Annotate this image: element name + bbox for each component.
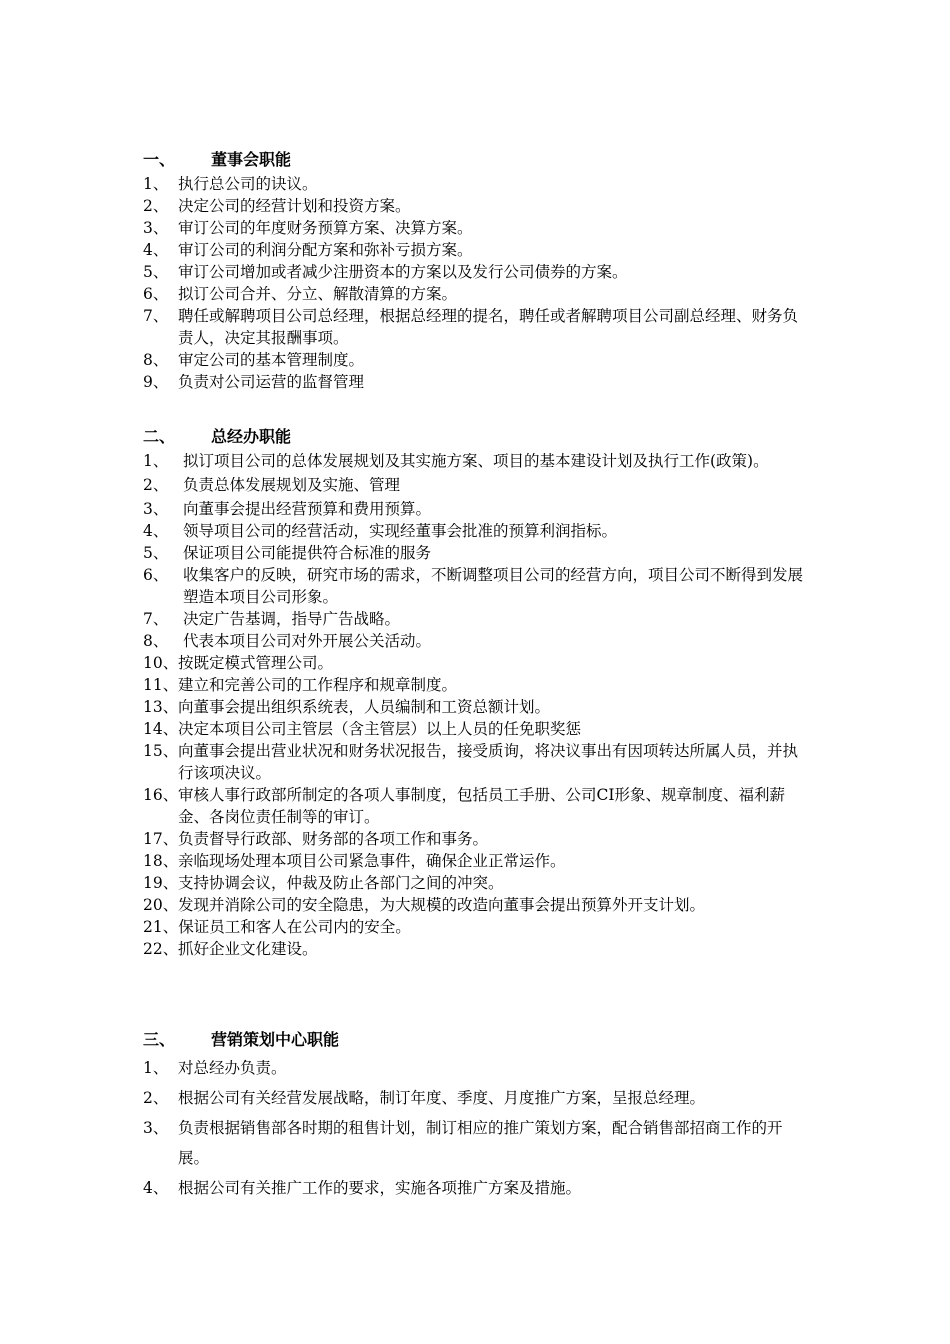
list-item xyxy=(143,1083,813,1113)
item-text: 负责对公司运营的监督管理 xyxy=(178,373,365,391)
item-text: 支持协调会议，仲裁及防止各部门之间的冲突。 xyxy=(178,874,504,892)
list-item xyxy=(143,938,813,960)
item-text: 负责根据销售部各时期的租售计划，制订相应的推广策划方案，配合销售部招商工作的开展。 xyxy=(178,1119,783,1167)
item-text: 拟订项目公司的总体发展规划及其实施方案、项目的基本建设计划及执行工作(政策)。 xyxy=(183,452,769,470)
list-item xyxy=(143,520,813,542)
item-number: 9、 xyxy=(143,373,169,391)
list-item xyxy=(143,1053,813,1083)
list-item xyxy=(143,542,813,564)
list-item xyxy=(143,239,813,261)
item-number: 16、 xyxy=(143,786,179,804)
section-heading xyxy=(143,424,813,450)
item-number: 1、 xyxy=(143,175,169,193)
item-number: 15、 xyxy=(143,742,179,760)
item-number: 22、 xyxy=(143,940,179,958)
list-item xyxy=(143,630,813,652)
item-text: 审核人事行政部所制定的各项人事制度，包括员工手册、公司CI形象、规章制度、福利薪金、各岗位责任制等的审订。 xyxy=(178,786,785,826)
list-item xyxy=(143,872,813,894)
list-item xyxy=(143,718,813,740)
item-text: 收集客户的反映，研究市场的需求，不断调整项目公司的经营方向，项目公司不断得到发展塑造本项目公司形象。 xyxy=(183,566,804,606)
item-text: 保证员工和客人在公司内的安全。 xyxy=(178,918,411,936)
section-number: 二、 xyxy=(143,427,176,446)
item-text: 审定公司的基本管理制度。 xyxy=(178,351,365,369)
section-title: 董事会职能 xyxy=(211,150,292,169)
section-number: 三、 xyxy=(143,1030,176,1049)
item-number: 7、 xyxy=(143,307,169,325)
list-item xyxy=(143,564,813,608)
item-text: 向董事会提出经营预算和费用预算。 xyxy=(183,500,432,518)
section-marketing-center-duties xyxy=(143,1027,813,1203)
item-number: 5、 xyxy=(143,263,169,281)
item-number: 1、 xyxy=(143,1059,169,1077)
item-text: 按既定模式管理公司。 xyxy=(178,654,334,672)
item-text: 向董事会提出组织系统表，人员编制和工资总额计划。 xyxy=(178,698,551,716)
list-item xyxy=(143,261,813,283)
item-text: 决定公司的经营计划和投资方案。 xyxy=(178,197,411,215)
section-heading xyxy=(143,147,813,173)
item-number: 8、 xyxy=(143,351,169,369)
item-text: 抓好企业文化建设。 xyxy=(178,940,318,958)
section-number: 一、 xyxy=(143,150,176,169)
item-number: 5、 xyxy=(143,544,169,562)
item-number: 6、 xyxy=(143,566,169,584)
item-number: 2、 xyxy=(143,197,169,215)
section-title: 营销策划中心职能 xyxy=(211,1030,340,1049)
item-text: 建立和完善公司的工作程序和规章制度。 xyxy=(178,676,458,694)
item-text: 发现并消除公司的安全隐患，为大规模的改造向董事会提出预算外开支计划。 xyxy=(178,896,706,914)
item-text: 根据公司有关推广工作的要求，实施各项推广方案及措施。 xyxy=(178,1179,582,1197)
list-item xyxy=(143,894,813,916)
list-item xyxy=(143,173,813,195)
list-item xyxy=(143,450,813,472)
item-text: 对总经办负责。 xyxy=(178,1059,287,1077)
list-item xyxy=(143,696,813,718)
item-number: 6、 xyxy=(143,285,169,303)
item-text: 拟订公司合并、分立、解散清算的方案。 xyxy=(178,285,458,303)
item-number: 14、 xyxy=(143,720,179,738)
list-item xyxy=(143,652,813,674)
section-gm-office-duties xyxy=(143,424,813,960)
item-number: 18、 xyxy=(143,852,179,870)
item-number: 7、 xyxy=(143,610,169,628)
list-item xyxy=(143,608,813,630)
item-number: 11、 xyxy=(143,676,179,694)
list-item xyxy=(143,305,813,349)
item-text: 负责督导行政部、财务部的各项工作和事务。 xyxy=(178,830,489,848)
item-text: 聘任或解聘项目公司总经理，根据总经理的提名，聘任或者解聘项目公司副总经理、财务负责人，决定其报酬事项。 xyxy=(178,307,799,347)
list-item xyxy=(143,674,813,696)
item-text: 代表本项目公司对外开展公关活动。 xyxy=(183,632,432,650)
item-number: 2、 xyxy=(143,1089,169,1107)
item-number: 10、 xyxy=(143,654,179,672)
list-item xyxy=(143,474,813,496)
item-text: 执行总公司的诀议。 xyxy=(178,175,318,193)
item-number: 3、 xyxy=(143,219,169,237)
item-text: 决定广告基调，指导广告战略。 xyxy=(183,610,401,628)
item-text: 根据公司有关经营发展战略，制订年度、季度、月度推广方案，呈报总经理。 xyxy=(178,1089,706,1107)
item-number: 2、 xyxy=(143,476,169,494)
item-number: 13、 xyxy=(143,698,179,716)
item-number: 17、 xyxy=(143,830,179,848)
section-title: 总经办职能 xyxy=(211,427,292,446)
list-item xyxy=(143,1113,813,1173)
item-text: 决定本项目公司主管层（含主管层）以上人员的任免职奖惩 xyxy=(178,720,582,738)
item-number: 4、 xyxy=(143,1179,169,1197)
item-text: 审订公司的利润分配方案和弥补亏损方案。 xyxy=(178,241,473,259)
item-text: 负责总体发展规划及实施、管理 xyxy=(183,476,401,494)
list-item xyxy=(143,916,813,938)
item-number: 21、 xyxy=(143,918,179,936)
section-board-duties xyxy=(143,147,813,393)
list-item xyxy=(143,784,813,828)
list-item xyxy=(143,498,813,520)
item-text: 保证项目公司能提供符合标准的服务 xyxy=(183,544,432,562)
section-heading xyxy=(143,1027,813,1053)
item-number: 8、 xyxy=(143,632,169,650)
list-item xyxy=(143,828,813,850)
list-item xyxy=(143,371,813,393)
item-text: 审订公司的年度财务预算方案、决算方案。 xyxy=(178,219,473,237)
item-number: 4、 xyxy=(143,241,169,259)
item-text: 亲临现场处理本项目公司紧急事件，确保企业正常运作。 xyxy=(178,852,566,870)
item-number: 4、 xyxy=(143,522,169,540)
list-item xyxy=(143,195,813,217)
list-item xyxy=(143,349,813,371)
item-number: 3、 xyxy=(143,1119,169,1137)
item-number: 3、 xyxy=(143,500,169,518)
list-item xyxy=(143,217,813,239)
list-item xyxy=(143,283,813,305)
item-text: 领导项目公司的经营活动，实现经董事会批准的预算利润指标。 xyxy=(183,522,618,540)
list-item xyxy=(143,740,813,784)
item-number: 20、 xyxy=(143,896,179,914)
item-text: 审订公司增加或者减少注册资本的方案以及发行公司债券的方案。 xyxy=(178,263,628,281)
item-text: 向董事会提出营业状况和财务状况报告，接受质询，将决议事出有因项转达所属人员，并执行该项决议。 xyxy=(178,742,799,782)
item-number: 19、 xyxy=(143,874,179,892)
list-item xyxy=(143,850,813,872)
list-item xyxy=(143,1173,813,1203)
item-number: 1、 xyxy=(143,452,169,470)
